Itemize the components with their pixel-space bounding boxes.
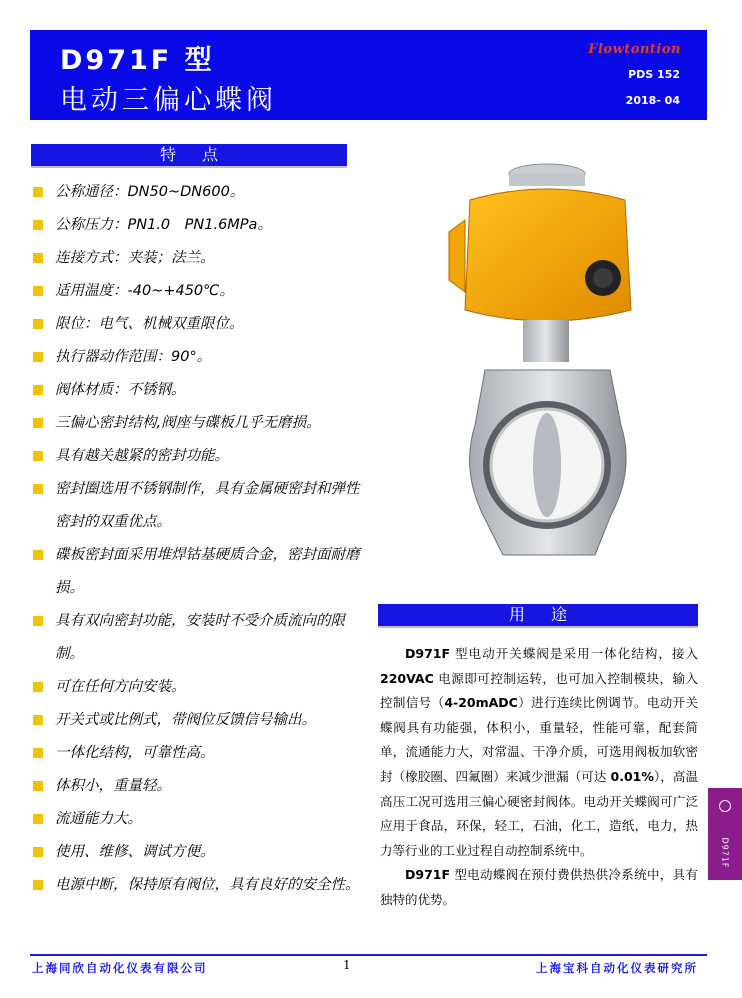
square-bullet-icon — [33, 814, 43, 824]
brand-logo: Flowtontion — [588, 42, 681, 57]
square-bullet-icon — [33, 286, 43, 296]
feature-item: 限位：电气、机械双重限位。 — [33, 308, 363, 341]
footer-company-left: 上海同欣自动化仪表有限公司 — [32, 961, 208, 975]
company-logo-icon — [719, 800, 731, 812]
square-bullet-icon — [33, 385, 43, 395]
feature-item: 电源中断，保持原有阀位，具有良好的安全性。 — [33, 869, 363, 902]
model-title: D971F 型 — [60, 45, 215, 76]
square-bullet-icon — [33, 682, 43, 692]
feature-item: 使用、维修、调试方便。 — [33, 836, 363, 869]
feature-item: 适用温度：-40~+450℃。 — [33, 275, 363, 308]
square-bullet-icon — [33, 187, 43, 197]
side-tab — [708, 788, 742, 880]
feature-item: 可在任何方向安装。 — [33, 671, 363, 704]
square-bullet-icon — [33, 880, 43, 890]
feature-item: 公称通径：DN50~DN600。 — [33, 176, 363, 209]
usage-paragraph-2: D971F 型电动蝶阀在预付费供热供冷系统中，具有独特的优势。 — [380, 867, 698, 907]
square-bullet-icon — [33, 715, 43, 725]
feature-item: 碟板密封面采用堆焊钴基硬质合金，密封面耐磨损。 — [33, 539, 363, 605]
footer-rule — [30, 954, 707, 956]
square-bullet-icon — [33, 451, 43, 461]
usage-heading: 用途 — [378, 604, 698, 628]
feature-item: 具有越关越紧的密封功能。 — [33, 440, 363, 473]
square-bullet-icon — [33, 550, 43, 560]
feature-item: 执行器动作范围：90°。 — [33, 341, 363, 374]
doc-date: 2018- 04 — [625, 94, 680, 107]
features-heading: 特点 — [31, 144, 347, 168]
usage-text — [380, 642, 698, 913]
feature-item: 具有双向密封功能，安装时不受介质流向的限制。 — [33, 605, 363, 671]
feature-item: 连接方式：夹装；法兰。 — [33, 242, 363, 275]
feature-item: 阀体材质：不锈钢。 — [33, 374, 363, 407]
square-bullet-icon — [33, 352, 43, 362]
square-bullet-icon — [33, 418, 43, 428]
square-bullet-icon — [33, 748, 43, 758]
footer-company-right: 上海宝科自动化仪表研究所 — [536, 961, 698, 975]
square-bullet-icon — [33, 781, 43, 791]
side-tab-label: D971F — [720, 837, 730, 869]
feature-item: 三偏心密封结构,阀座与碟板几乎无磨损。 — [33, 407, 363, 440]
features-list — [33, 176, 363, 902]
product-image — [425, 160, 675, 570]
actuator-body — [465, 189, 631, 321]
valve-neck — [523, 320, 569, 362]
feature-item: 一体化结构，可靠性高。 — [33, 737, 363, 770]
square-bullet-icon — [33, 484, 43, 494]
feature-item: 密封圈选用不锈钢制作，具有金属硬密封和弹性密封的双重优点。 — [33, 473, 363, 539]
valve-disc — [533, 413, 561, 517]
square-bullet-icon — [33, 253, 43, 263]
feature-item: 公称压力：PN1.0 PN1.6MPa。 — [33, 209, 363, 242]
square-bullet-icon — [33, 319, 43, 329]
square-bullet-icon — [33, 616, 43, 626]
pds-number: PDS 152 — [628, 68, 680, 81]
feature-item: 开关式或比例式，带阀位反馈信号输出。 — [33, 704, 363, 737]
feature-item: 流通能力大。 — [33, 803, 363, 836]
usage-paragraph-1: D971F 型电动开关蝶阀是采用一体化结构，接入 220VAC 电源即可控制运转，也可加入控制模块，输入控制信号（4-20mADC）进行连续比例调节。电动开关蝶阀具有功能强，体积小，重量轻，性能可靠，配套简单，流通能力大，对常温、干净介质，可选用阀板加软密封（橡胶圈、四氟圈）来减少泄漏（可达 0.01%），高温高压工况可选用三偏心硬密封阀体。电动开关蝶阀可广泛应用于食品，环保，轻工，石油，化工，造纸，电力，热力等行业的工业过程自动控制系统中。 — [380, 646, 698, 858]
product-title: 电动三偏心蝶阀 — [60, 85, 277, 116]
square-bullet-icon — [33, 220, 43, 230]
header-banner — [30, 30, 707, 120]
page-number: 1 — [343, 958, 351, 972]
feature-item: 体积小，重量轻。 — [33, 770, 363, 803]
square-bullet-icon — [33, 847, 43, 857]
